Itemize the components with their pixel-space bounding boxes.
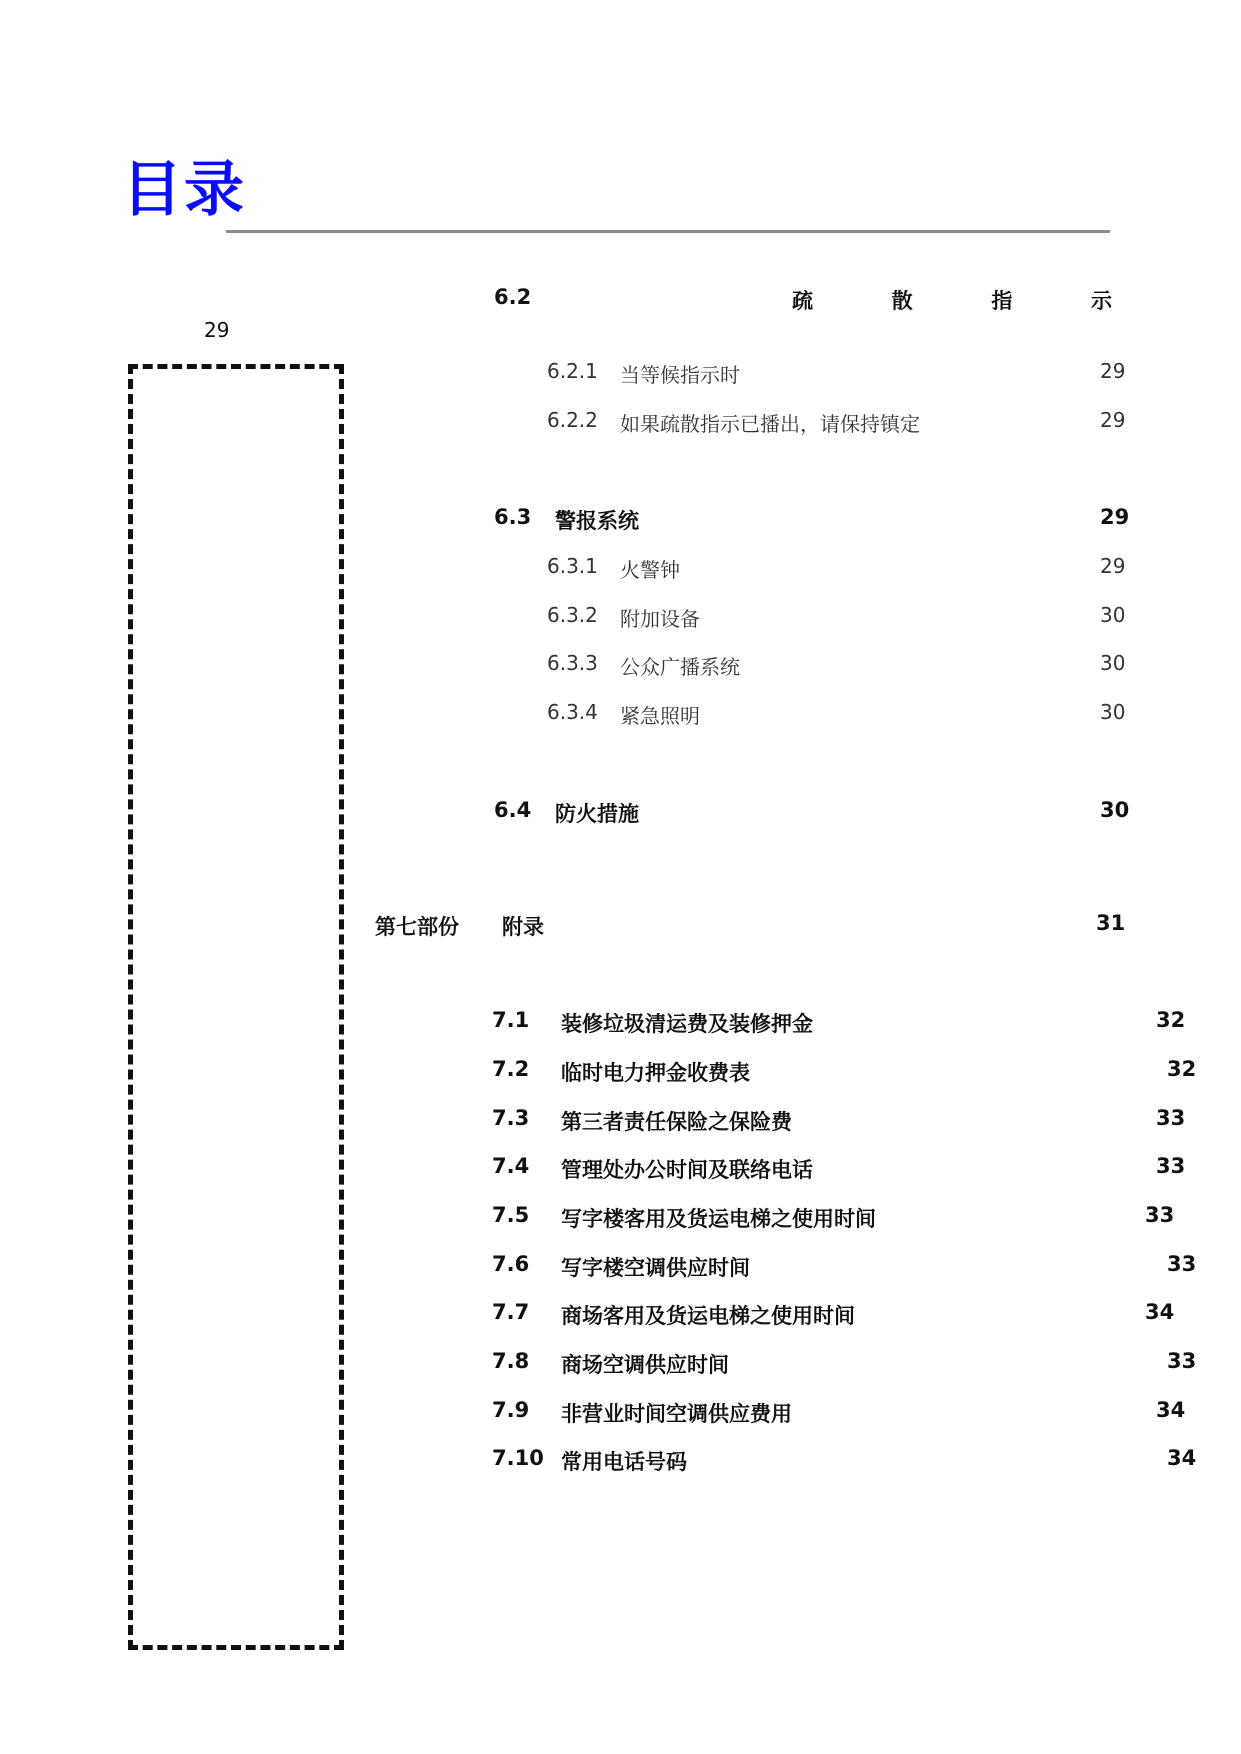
section-page: 29: [1100, 505, 1130, 529]
item-page: 33: [1156, 1154, 1186, 1178]
item-title: 管理处办公时间及联络电话: [561, 1158, 813, 1182]
page-title: 目录: [122, 155, 246, 225]
item-page: 30: [1100, 603, 1126, 627]
item-title: 非营业时间空调供应费用: [561, 1402, 792, 1426]
item-title: 商场空调供应时间: [561, 1353, 729, 1377]
item-title: 装修垃圾清运费及装修押金: [561, 1012, 813, 1036]
item-page: 32: [1167, 1057, 1197, 1081]
section-number: 6.3: [494, 505, 532, 529]
item-title: 公众广播系统: [620, 655, 740, 679]
item-number: 7.7: [492, 1300, 530, 1324]
left-page-number: 29: [204, 318, 230, 342]
item-title: 紧急照明: [620, 704, 700, 728]
section-number: 6.4: [494, 798, 532, 822]
dashed-placeholder-box: [128, 364, 344, 1650]
item-page: 34: [1156, 1398, 1186, 1422]
item-page: 29: [1100, 359, 1126, 383]
part-title: 附录: [502, 915, 544, 939]
section-title: [792, 285, 1112, 315]
title-char: 指: [991, 289, 1013, 313]
item-title: 常用电话号码: [561, 1450, 687, 1474]
item-page: 29: [1100, 408, 1126, 432]
item-title: 写字楼空调供应时间: [561, 1256, 750, 1280]
section-page: 30: [1100, 798, 1130, 822]
item-page: 33: [1167, 1349, 1197, 1373]
item-number: 6.3.4: [547, 700, 598, 724]
item-number: 7.4: [492, 1154, 530, 1178]
item-page: 30: [1100, 651, 1126, 675]
item-page: 34: [1167, 1446, 1197, 1470]
section-title: 警报系统: [555, 509, 639, 533]
item-number: 7.3: [492, 1106, 530, 1130]
item-title: 临时电力押金收费表: [561, 1061, 750, 1085]
item-page: 33: [1167, 1252, 1197, 1276]
item-number: 7.1: [492, 1008, 530, 1032]
item-number: 6.3.2: [547, 603, 598, 627]
title-underline: [226, 230, 1110, 233]
item-page: 30: [1100, 700, 1126, 724]
item-page: 29: [1100, 554, 1126, 578]
part-page: 31: [1096, 911, 1126, 935]
item-number: 6.3.3: [547, 651, 598, 675]
title-char: 散: [891, 289, 913, 313]
item-number: 6.3.1: [547, 554, 598, 578]
section-title: 防火措施: [555, 802, 639, 826]
section-number: 6.2: [494, 285, 532, 309]
item-number: 7.8: [492, 1349, 530, 1373]
item-page: 32: [1156, 1008, 1186, 1032]
item-title: 当等候指示时: [620, 363, 740, 387]
item-title: 第三者责任保险之保险费: [561, 1110, 792, 1134]
item-number: 6.2.1: [547, 359, 598, 383]
part-label: 第七部份: [375, 915, 459, 939]
item-title: 火警钟: [620, 558, 680, 582]
item-number: 7.6: [492, 1252, 530, 1276]
item-page: 34: [1145, 1300, 1175, 1324]
item-page: 33: [1145, 1203, 1175, 1227]
item-number: 7.2: [492, 1057, 530, 1081]
title-char: 示: [1090, 289, 1112, 313]
title-char: 疏: [792, 289, 813, 313]
item-number: 7.10: [492, 1446, 544, 1470]
item-page: 33: [1156, 1106, 1186, 1130]
item-title: 如果疏散指示已播出，请保持镇定: [620, 412, 920, 436]
item-number: 7.5: [492, 1203, 530, 1227]
item-title: 写字楼客用及货运电梯之使用时间: [561, 1207, 876, 1231]
item-title: 商场客用及货运电梯之使用时间: [561, 1304, 855, 1328]
item-number: 7.9: [492, 1398, 530, 1422]
item-title: 附加设备: [620, 607, 700, 631]
item-number: 6.2.2: [547, 408, 598, 432]
